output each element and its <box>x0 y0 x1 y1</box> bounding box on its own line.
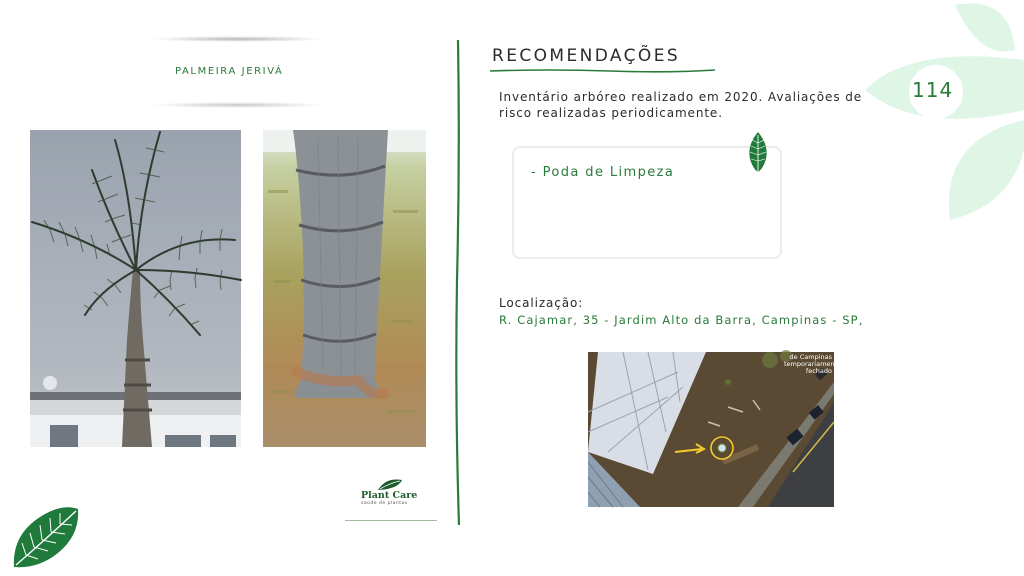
map-overlay-text: de Campinas temporariamente fechado <box>784 353 842 375</box>
recommendations-title: RECOMENDAÇÕES <box>492 46 681 66</box>
page-number: 114 <box>912 78 954 102</box>
title-card-shadow-top <box>150 36 325 42</box>
recommendations-box <box>512 146 782 259</box>
location-label: Localização: <box>499 296 584 310</box>
inventory-note: Inventário arbóreo realizado em 2020. Avaliações de risco realizadas periodicamente. <box>499 90 862 120</box>
logo-tagline: saúde de plantas <box>361 501 408 506</box>
location-address: R. Cajamar, 35 - Jardim Alto da Barra, Campinas - SP, <box>499 313 864 327</box>
palm-trunk-photo <box>263 130 426 447</box>
vertical-divider <box>454 40 462 525</box>
leaf-icon <box>747 131 769 173</box>
logo-name: Plant Care <box>361 490 418 501</box>
species-name: PALMEIRA JERIVÁ <box>175 66 284 77</box>
decorative-leaves-top-right <box>860 0 1024 230</box>
location-map <box>588 352 842 507</box>
logo-underline <box>345 520 437 521</box>
title-card-shadow-bottom <box>150 102 325 108</box>
palm-crown-illustration <box>30 130 241 447</box>
palm-trunk-illustration <box>263 130 426 447</box>
satellite-map-illustration <box>588 352 842 507</box>
recommendation-item: - Poda de Limpeza <box>531 165 675 180</box>
recommendations-underline <box>490 68 715 74</box>
plant-care-logo <box>358 476 424 508</box>
palm-crown-photo <box>30 130 241 447</box>
leaf-icon <box>10 505 82 571</box>
logo-leaf-icon <box>358 477 424 491</box>
